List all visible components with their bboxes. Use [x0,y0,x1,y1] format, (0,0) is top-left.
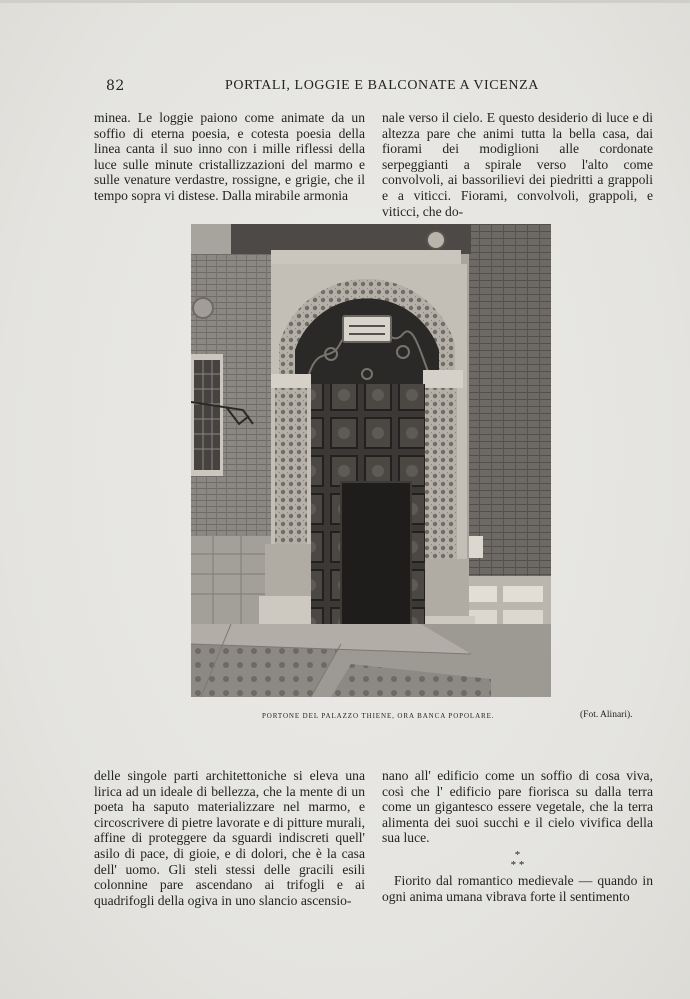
paragraph: minea. Le loggie paiono come animate da un soffio di eterna poesia, e cotesta poesia della linea canta il suo inno con i mille riflessi della luce sulle minute cristallizzazioni del marmo e sulle venature verdastre, rossigne, e grigie, che il tempo sopra vi distese. Dalla mirabile armonia [94,110,365,203]
text-column-top-right [382,110,653,219]
separator-star-bottom: * * [510,858,525,871]
paragraph: Fiorito dal romantico medievale — quando in ogni anima umana vibrava forte il sentimento [382,872,653,904]
photo-credit: (Fot. Alinari). [580,710,633,720]
paragraph: nale verso il cielo. E questo desiderio di luce e di altezza pare che animi tutta la bella casa, dai fiorami dei modiglioni alle cordonate serpeggianti a spirale verso l'alto come convolvoli, ai bassorilievi dei piedritti a grappoli e a viticci. Fiorami, convolvoli, grappoli, e viticci, che do- [382,110,653,219]
doorway-illustration [191,224,551,697]
figure-caption: PORTONE DEL PALAZZO THIENE, ORA BANCA POPOLARE. [262,712,495,720]
separator-star-top: * [514,848,521,861]
top-edge [0,0,690,3]
section-separator [382,850,653,870]
text-column-bottom-right [382,768,653,904]
text-column-top-left [94,110,365,204]
paragraph: delle singole parti architettoniche si eleva una lirica ad un ideale di bellezza, che la mente di un poeta ha saputo materializzare nel marmo, e circoscrivere di pietre lavorate e di pitture murali, affine di proteggere da sguardi indiscreti quell' asilo di pace, di gioie, e di dolori, che è la casa dell' uomo. Gli steli stessi delle gracili esili colonnine pare ascendano ai trifogli e ai quadrifogli della ogiva in uno slancio ascensio- [94,768,365,908]
portal-photograph [191,224,551,697]
text-column-bottom-left [94,768,365,908]
page-number: 82 [106,78,125,94]
paragraph: nano all' edificio come un soffio di cosa viva, così che l' edificio pare fiorisca su dalla terra come un gigantesco essere vegetale, che la terra alimenta dei suoi succhi e il cielo vivifica della sua luce. [382,768,653,846]
running-title: PORTALI, LOGGIE E BALCONATE A VICENZA [225,78,539,93]
